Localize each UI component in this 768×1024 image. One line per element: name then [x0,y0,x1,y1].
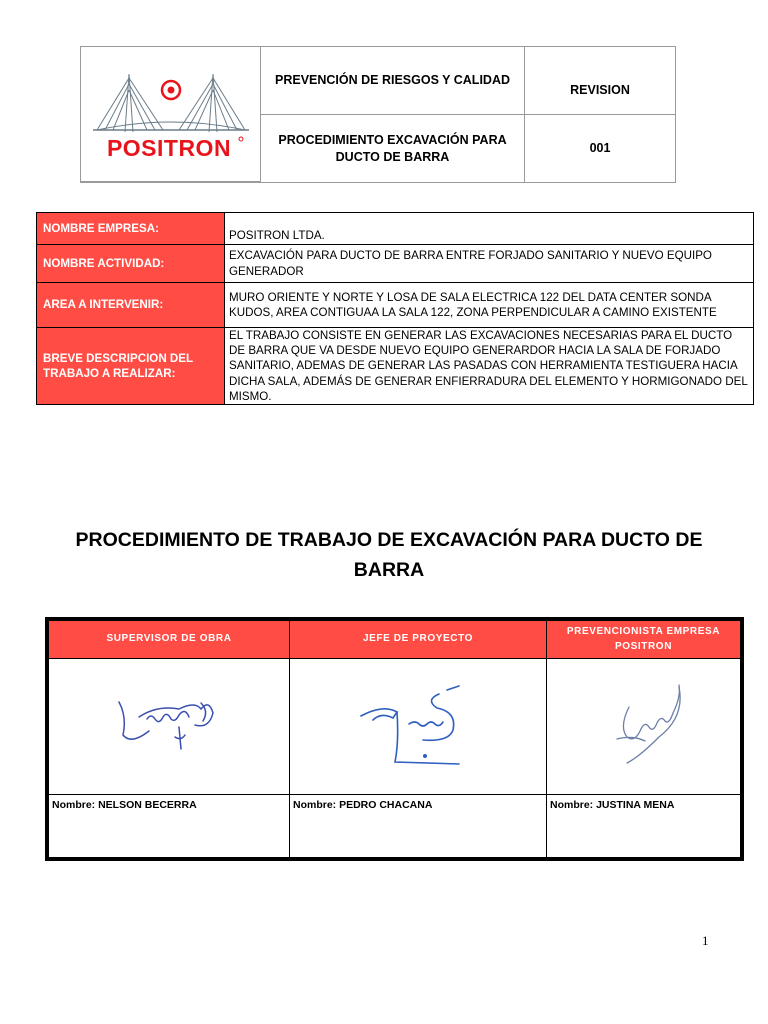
sig-header-prevencionista: PREVENCIONISTA EMPRESA POSITRON [547,621,740,659]
signature-supervisor [49,659,290,795]
document-title: PROCEDIMIENTO DE TRABAJO DE EXCAVACIÓN PARA DUCTO DE BARRA [75,529,703,581]
sig-header-jefe: JEFE DE PROYECTO [290,621,547,659]
info-value: EL TRABAJO CONSISTE EN GENERAR LAS EXCAVACIONES NECESARIAS PARA EL DUCTO DE BARRA QUE VA DESDE NUEVO EQUIPO GENERARDOR HACIA LA SALA DE FORJADO SANITARIO, ADEMAS DE GENERAR LAS PASADAS CON HERRAMIENTA TESTIGUERA HACIA DICHA SALA, ADEMÁS DE GENERAR ENFIERRADURA DEL ELEMENTO Y HORMIGONADO DEL MISMO. [225,328,754,405]
info-row-empresa [37,213,754,245]
signature-prevencionista [547,659,740,795]
sig-name-supervisor: Nombre: NELSON BECERRA [49,795,290,857]
info-label: AREA A INTERVENIR: [37,283,225,328]
page-number: 1 [702,933,709,948]
sig-name-jefe: Nombre: PEDRO CHACANA [290,795,547,857]
revision-label: REVISION [525,47,675,115]
department-title: PREVENCIÓN DE RIESGOS Y CALIDAD [261,47,525,115]
logo-wordmark: POSITRON [106,135,231,161]
info-row-descripcion [37,328,754,405]
info-label: NOMBRE EMPRESA: [37,213,225,245]
company-info-table [36,212,754,405]
company-logo [81,47,261,182]
document-header [80,46,676,183]
sig-header-supervisor: SUPERVISOR DE OBRA [49,621,290,659]
signature-table [45,617,744,861]
info-row-area [37,283,754,328]
sig-name-prevencionista: Nombre: JUSTINA MENA [550,799,675,811]
info-value: POSITRON LTDA. [225,213,754,245]
info-label: NOMBRE ACTIVIDAD: [37,245,225,283]
signature-jefe [290,659,547,795]
procedure-title: PROCEDIMIENTO EXCAVACIÓN PARA DUCTO DE BARRA [261,115,525,182]
info-value: MURO ORIENTE Y NORTE Y LOSA DE SALA ELECTRICA 122 DEL DATA CENTER SONDA KUDOS, AREA CONTIGUAA LA SALA 122, ZONA PERPENDICULAR A CAMINO EXISTENTE [225,283,754,328]
revision-number: 001 [589,141,611,156]
info-row-actividad [37,245,754,283]
positron-logo-graphic [91,64,251,164]
info-value: EXCAVACIÓN PARA DUCTO DE BARRA ENTRE FORJADO SANITARIO Y NUEVO EQUIPO GENERADOR [225,245,754,283]
info-label: BREVE DESCRIPCION DEL TRABAJO A REALIZAR: [37,328,225,405]
